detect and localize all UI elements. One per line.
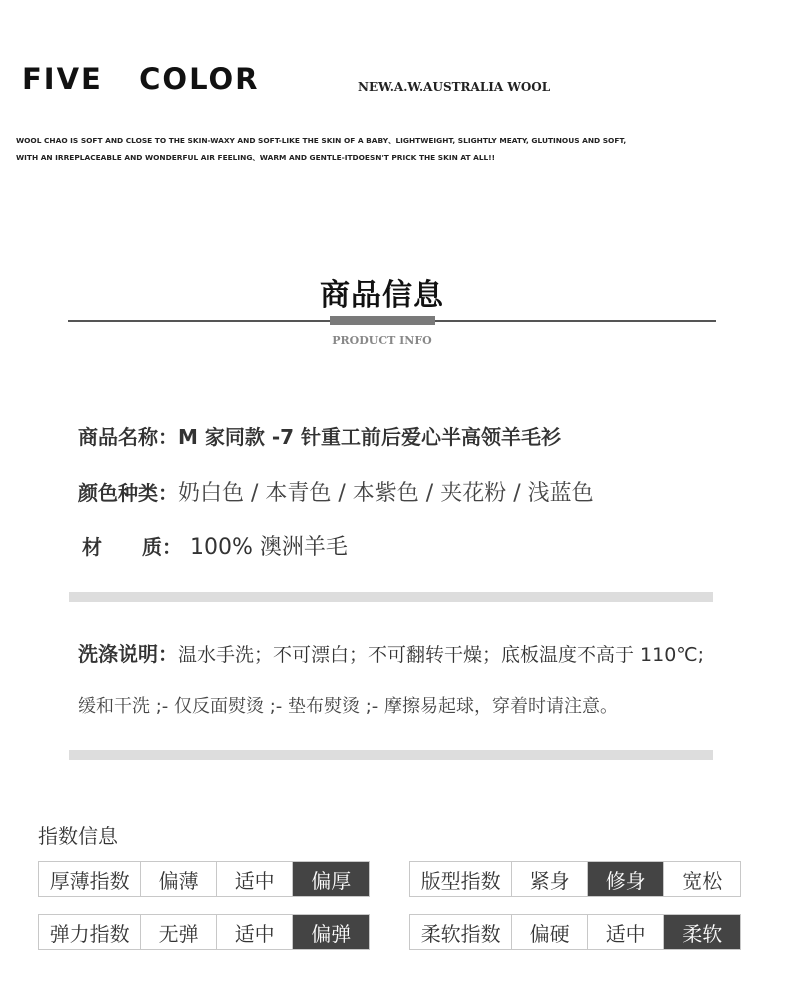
washing-text-1: 温水手洗；不可漂白；不可翻转干燥；底板温度不高于 110℃; — [178, 644, 705, 666]
product-material-label: 材 质： — [82, 535, 182, 559]
blurb-line-1: WOOL CHAO IS SOFT AND CLOSE TO THE SKIN-WAXY AND SOFT-LIKE THE SKIN OF A BABY、LIGHTWEIGHT, SLIGHTLY MEATY, GLUTINOUS AND SOFT, — [16, 136, 627, 145]
product-color-row — [78, 476, 594, 507]
thickness-index-table — [38, 861, 370, 897]
product-name-row — [78, 421, 561, 450]
elasticity-index-table — [38, 914, 370, 950]
product-name-value: M 家同款 -7 针重工前后爱心半高领羊毛衫 — [178, 425, 562, 449]
divider-bar-1 — [69, 592, 713, 602]
title-accent-bar — [330, 316, 435, 325]
fit-option-loose: 宽松 — [663, 862, 740, 896]
thickness-option-medium: 适中 — [216, 862, 293, 896]
brand-logo-text: FIVE COLOR — [22, 62, 260, 96]
product-material-row — [82, 530, 348, 561]
softness-option-soft: 柔软 — [663, 915, 740, 949]
elasticity-option-stretchy: 偏弹 — [292, 915, 369, 949]
washing-label: 洗涤说明： — [78, 642, 178, 666]
washing-line-2: 缓和干洗 ;- 仅反面熨烫 ;- 垫布熨烫 ;- 摩擦易起球，穿着时请注意。 — [78, 696, 619, 717]
fit-option-slim: 修身 — [587, 862, 664, 896]
softness-option-medium: 适中 — [587, 915, 664, 949]
brand-blurb — [16, 132, 716, 166]
softness-index-table — [409, 914, 741, 950]
fit-index-label: 版型指数 — [420, 868, 501, 893]
product-material-value: 100% 澳洲羊毛 — [190, 535, 348, 560]
brand-tagline: NEW.A.W.AUSTRALIA WOOL — [358, 80, 551, 94]
product-color-value: 奶白色 / 本青色 / 本紫色 / 夹花粉 / 浅蓝色 — [178, 481, 594, 506]
section-subtitle: PRODUCT INFO — [332, 334, 432, 347]
softness-option-hard: 偏硬 — [511, 915, 587, 949]
blurb-line-2: WITH AN IRREPLACEABLE AND WONDERFUL AIR FEELING、WARM AND GENTLE-ITDOESN'T PRICK THE SKIN AT ALL!! — [16, 153, 495, 162]
washing-line-1 — [78, 638, 704, 667]
thickness-option-thin: 偏薄 — [140, 862, 216, 896]
thickness-index-label: 厚薄指数 — [49, 868, 130, 893]
elasticity-index-label: 弹力指数 — [49, 921, 130, 946]
index-title: 指数信息 — [38, 824, 118, 848]
thickness-option-thick: 偏厚 — [292, 862, 369, 896]
fit-option-tight: 紧身 — [511, 862, 587, 896]
elasticity-option-medium: 适中 — [216, 915, 293, 949]
fit-index-table — [409, 861, 741, 897]
product-color-label: 颜色种类： — [78, 481, 178, 505]
softness-index-label: 柔软指数 — [420, 921, 501, 946]
section-title: 商品信息 — [320, 278, 444, 313]
divider-bar-2 — [69, 750, 713, 760]
product-name-label: 商品名称： — [78, 425, 178, 449]
elasticity-option-none: 无弹 — [140, 915, 216, 949]
